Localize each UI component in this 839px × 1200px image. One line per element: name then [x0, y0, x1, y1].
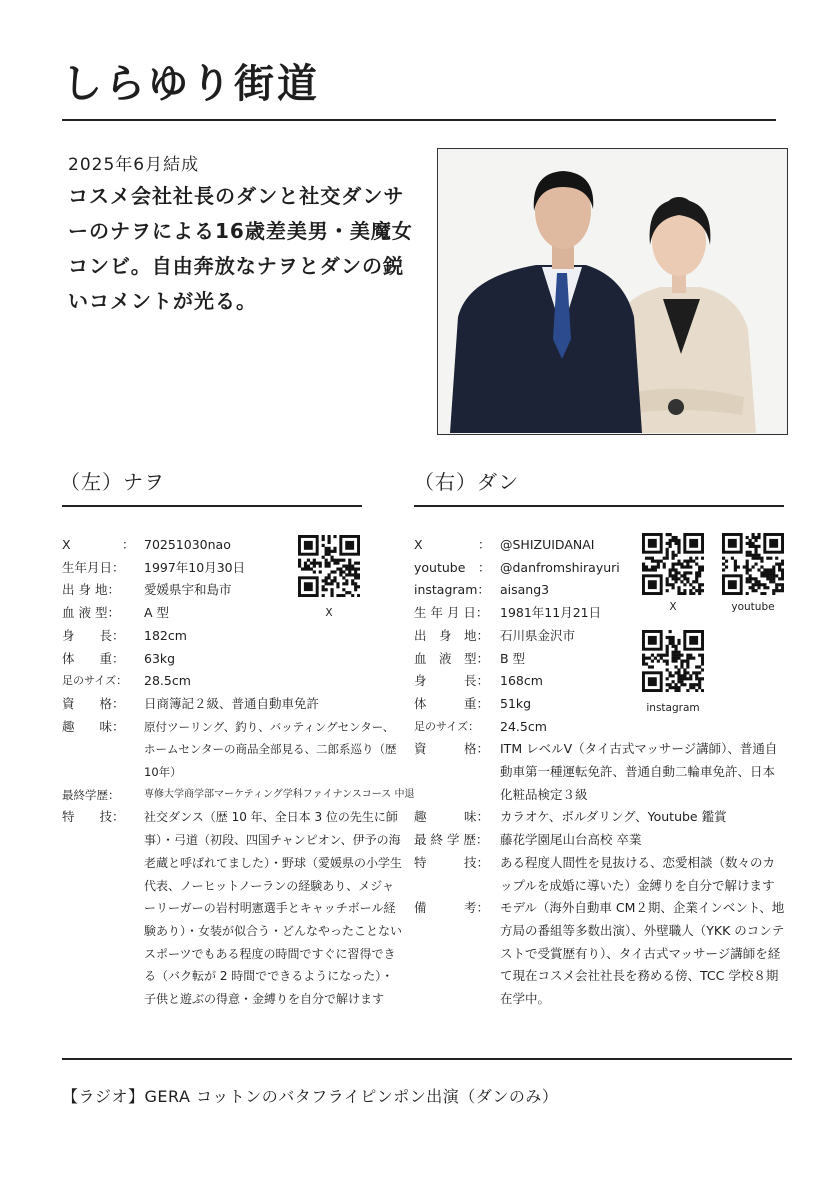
row-label: 最終学歴： — [62, 787, 120, 802]
profile-row — [62, 716, 404, 784]
profile-row — [62, 693, 404, 716]
intro — [68, 150, 418, 319]
left-profile-heading: （左）ナヲ — [60, 470, 165, 494]
row-value: ITM レベルV（タイ古式マッサージ講師）、普通自動車第一種運転免許、普通自動二輪車免許、日本化粧品検定３級 — [500, 741, 778, 802]
page-title: しらゆり街道 — [62, 61, 320, 107]
row-label: X — [62, 537, 71, 552]
row-label: 生年月日： — [62, 559, 125, 575]
row-label: 最 終 学 歴： — [414, 832, 489, 848]
row-label: instagram： — [414, 582, 490, 598]
row-value: A 型 — [144, 605, 170, 621]
radio-appearance: 【ラジオ】GERA コットンのバタフライピンポン出演（ダンのみ） — [62, 1087, 559, 1106]
qr-caption: youtube — [731, 601, 775, 613]
row-separator: ： — [478, 537, 491, 552]
profile-row — [414, 693, 786, 716]
row-value: 70251030nao — [144, 537, 231, 552]
title-divider — [62, 119, 776, 121]
profile-row — [414, 625, 786, 648]
duo-photo — [437, 148, 788, 435]
row-value: B 型 — [500, 650, 526, 666]
profile-row — [414, 716, 786, 739]
row-value: aisang3 — [500, 582, 550, 598]
right-qr-x[interactable] — [642, 533, 704, 613]
row-label: 身 長： — [62, 627, 125, 643]
right-heading-divider — [414, 505, 784, 507]
profile-row — [414, 648, 786, 671]
row-label: 趣 味： — [414, 809, 490, 825]
row-label: 出 身 地： — [414, 627, 490, 643]
qr-code-icon — [642, 630, 704, 692]
row-separator: ： — [122, 537, 135, 552]
profile-row — [414, 852, 786, 897]
row-label: 体 重： — [414, 695, 490, 711]
row-value: 専修大学商学部マーケティング学科ファイナンスコース 中退 — [144, 788, 415, 800]
right-qr-youtube[interactable] — [722, 533, 784, 613]
profile-row — [414, 738, 786, 806]
row-label: 資 格： — [414, 741, 490, 757]
profile-row — [62, 625, 404, 648]
row-label: 血 液 型： — [414, 650, 490, 666]
row-label: 血 液 型： — [62, 605, 120, 621]
qr-caption: X — [325, 607, 333, 619]
row-value: 社交ダンス（歴 10 年、全日本 3 位の先生に師事）・弓道（初段、四国チャンピオン、伊予の海老蔵と呼ばれてました）・野球（愛媛県の小学生代表、ノーヒットノーランの経験あり、メジャーリーガーの岩村明憲選手とキャッチボール経験あり）・女装が似合う・どんなやったことないスポーツでもある程度の時間ですぐに習得できる（バク転が 2 時間でできるようになった）・子供と遊ぶの得意・金縛りを自分で解けます — [144, 810, 403, 1007]
qr-caption: instagram — [646, 702, 700, 714]
profile-row — [414, 670, 786, 693]
row-value: 1997年10月30日 — [144, 559, 246, 575]
row-value: @SHIZUIDANAI — [500, 537, 595, 552]
right-qr-instagram[interactable] — [642, 630, 704, 714]
row-label: 身 長： — [414, 673, 490, 689]
right-profile-heading: （右）ダン — [414, 470, 520, 494]
row-label: 特 技： — [414, 854, 490, 870]
row-label: 資 格： — [62, 695, 125, 711]
qr-code-icon — [642, 533, 704, 595]
profile-row — [62, 784, 415, 807]
row-value: ある程度人間性を見抜ける、恋愛相談（数々のカップルを成婚に導いた）金縛りを自分で解けます — [500, 854, 776, 893]
row-value: 石川県金沢市 — [500, 627, 576, 643]
row-label: youtube — [414, 559, 466, 575]
qr-code-icon — [722, 533, 784, 595]
profile-row — [414, 897, 786, 1011]
row-label: 生 年 月 日： — [414, 605, 489, 621]
profile-row — [414, 806, 786, 829]
profile-row — [414, 829, 786, 852]
row-value: 168cm — [500, 673, 543, 689]
row-label: 体 重： — [62, 650, 125, 666]
row-value: 日商簿記２級、普通自動車免許 — [144, 695, 320, 711]
row-value: 藤花学園尾山台高校 卒業 — [500, 832, 642, 848]
profile-row — [62, 670, 404, 693]
row-value: 原付ツーリング、釣り、バッティングセンター、ホームセンターの商品全部見る、二郎系巡り（歴10年） — [144, 719, 397, 780]
row-label: 備 考： — [414, 900, 490, 916]
row-label: X — [414, 537, 423, 552]
qr-caption: X — [669, 601, 677, 613]
row-value: 51kg — [500, 695, 532, 711]
row-label: 足のサイズ： — [414, 719, 480, 733]
profile-row — [62, 648, 404, 671]
row-label: 足のサイズ： — [62, 674, 128, 688]
profile-row — [62, 806, 404, 1010]
intro-description: コスメ会社社長のダンと社交ダンサーのナヲによる16歳差美男・美魔女コンビ。自由奔放なナヲとダンの鋭いコメントが光る。 — [68, 184, 413, 313]
row-value: カラオケ、ボルダリング、Youtube 鑑賞 — [500, 809, 727, 825]
row-label: 趣 味： — [62, 718, 125, 734]
formed-date: 2025年6月結成 — [68, 155, 200, 175]
row-label: 特 技： — [62, 809, 125, 825]
left-heading-divider — [62, 505, 362, 507]
row-value: @danfromshirayuri — [500, 559, 620, 575]
row-separator: ： — [478, 559, 491, 575]
row-label: 出 身 地： — [62, 582, 120, 598]
row-value: モデル（海外自動車 CM２期、企業インベント、地方局の番組等多数出演）、外壁職人（YKK のコンテストで受賞歴有り）、タイ古式マッサージ講師を経て現在コスメ会社社長を務める傍、TCC 学校８期在学中。 — [500, 900, 785, 1007]
left-qr-x[interactable] — [298, 535, 360, 619]
row-value: 28.5cm — [144, 673, 191, 689]
row-value: 愛媛県宇和島市 — [144, 582, 232, 598]
duo-photo-illustration — [438, 149, 786, 433]
row-value: 1981年11月21日 — [500, 605, 602, 621]
row-value: 24.5cm — [500, 718, 547, 734]
row-value: 63kg — [144, 650, 176, 666]
qr-code-icon — [298, 535, 360, 597]
row-value: 182cm — [144, 627, 187, 643]
footer-divider — [62, 1058, 792, 1060]
